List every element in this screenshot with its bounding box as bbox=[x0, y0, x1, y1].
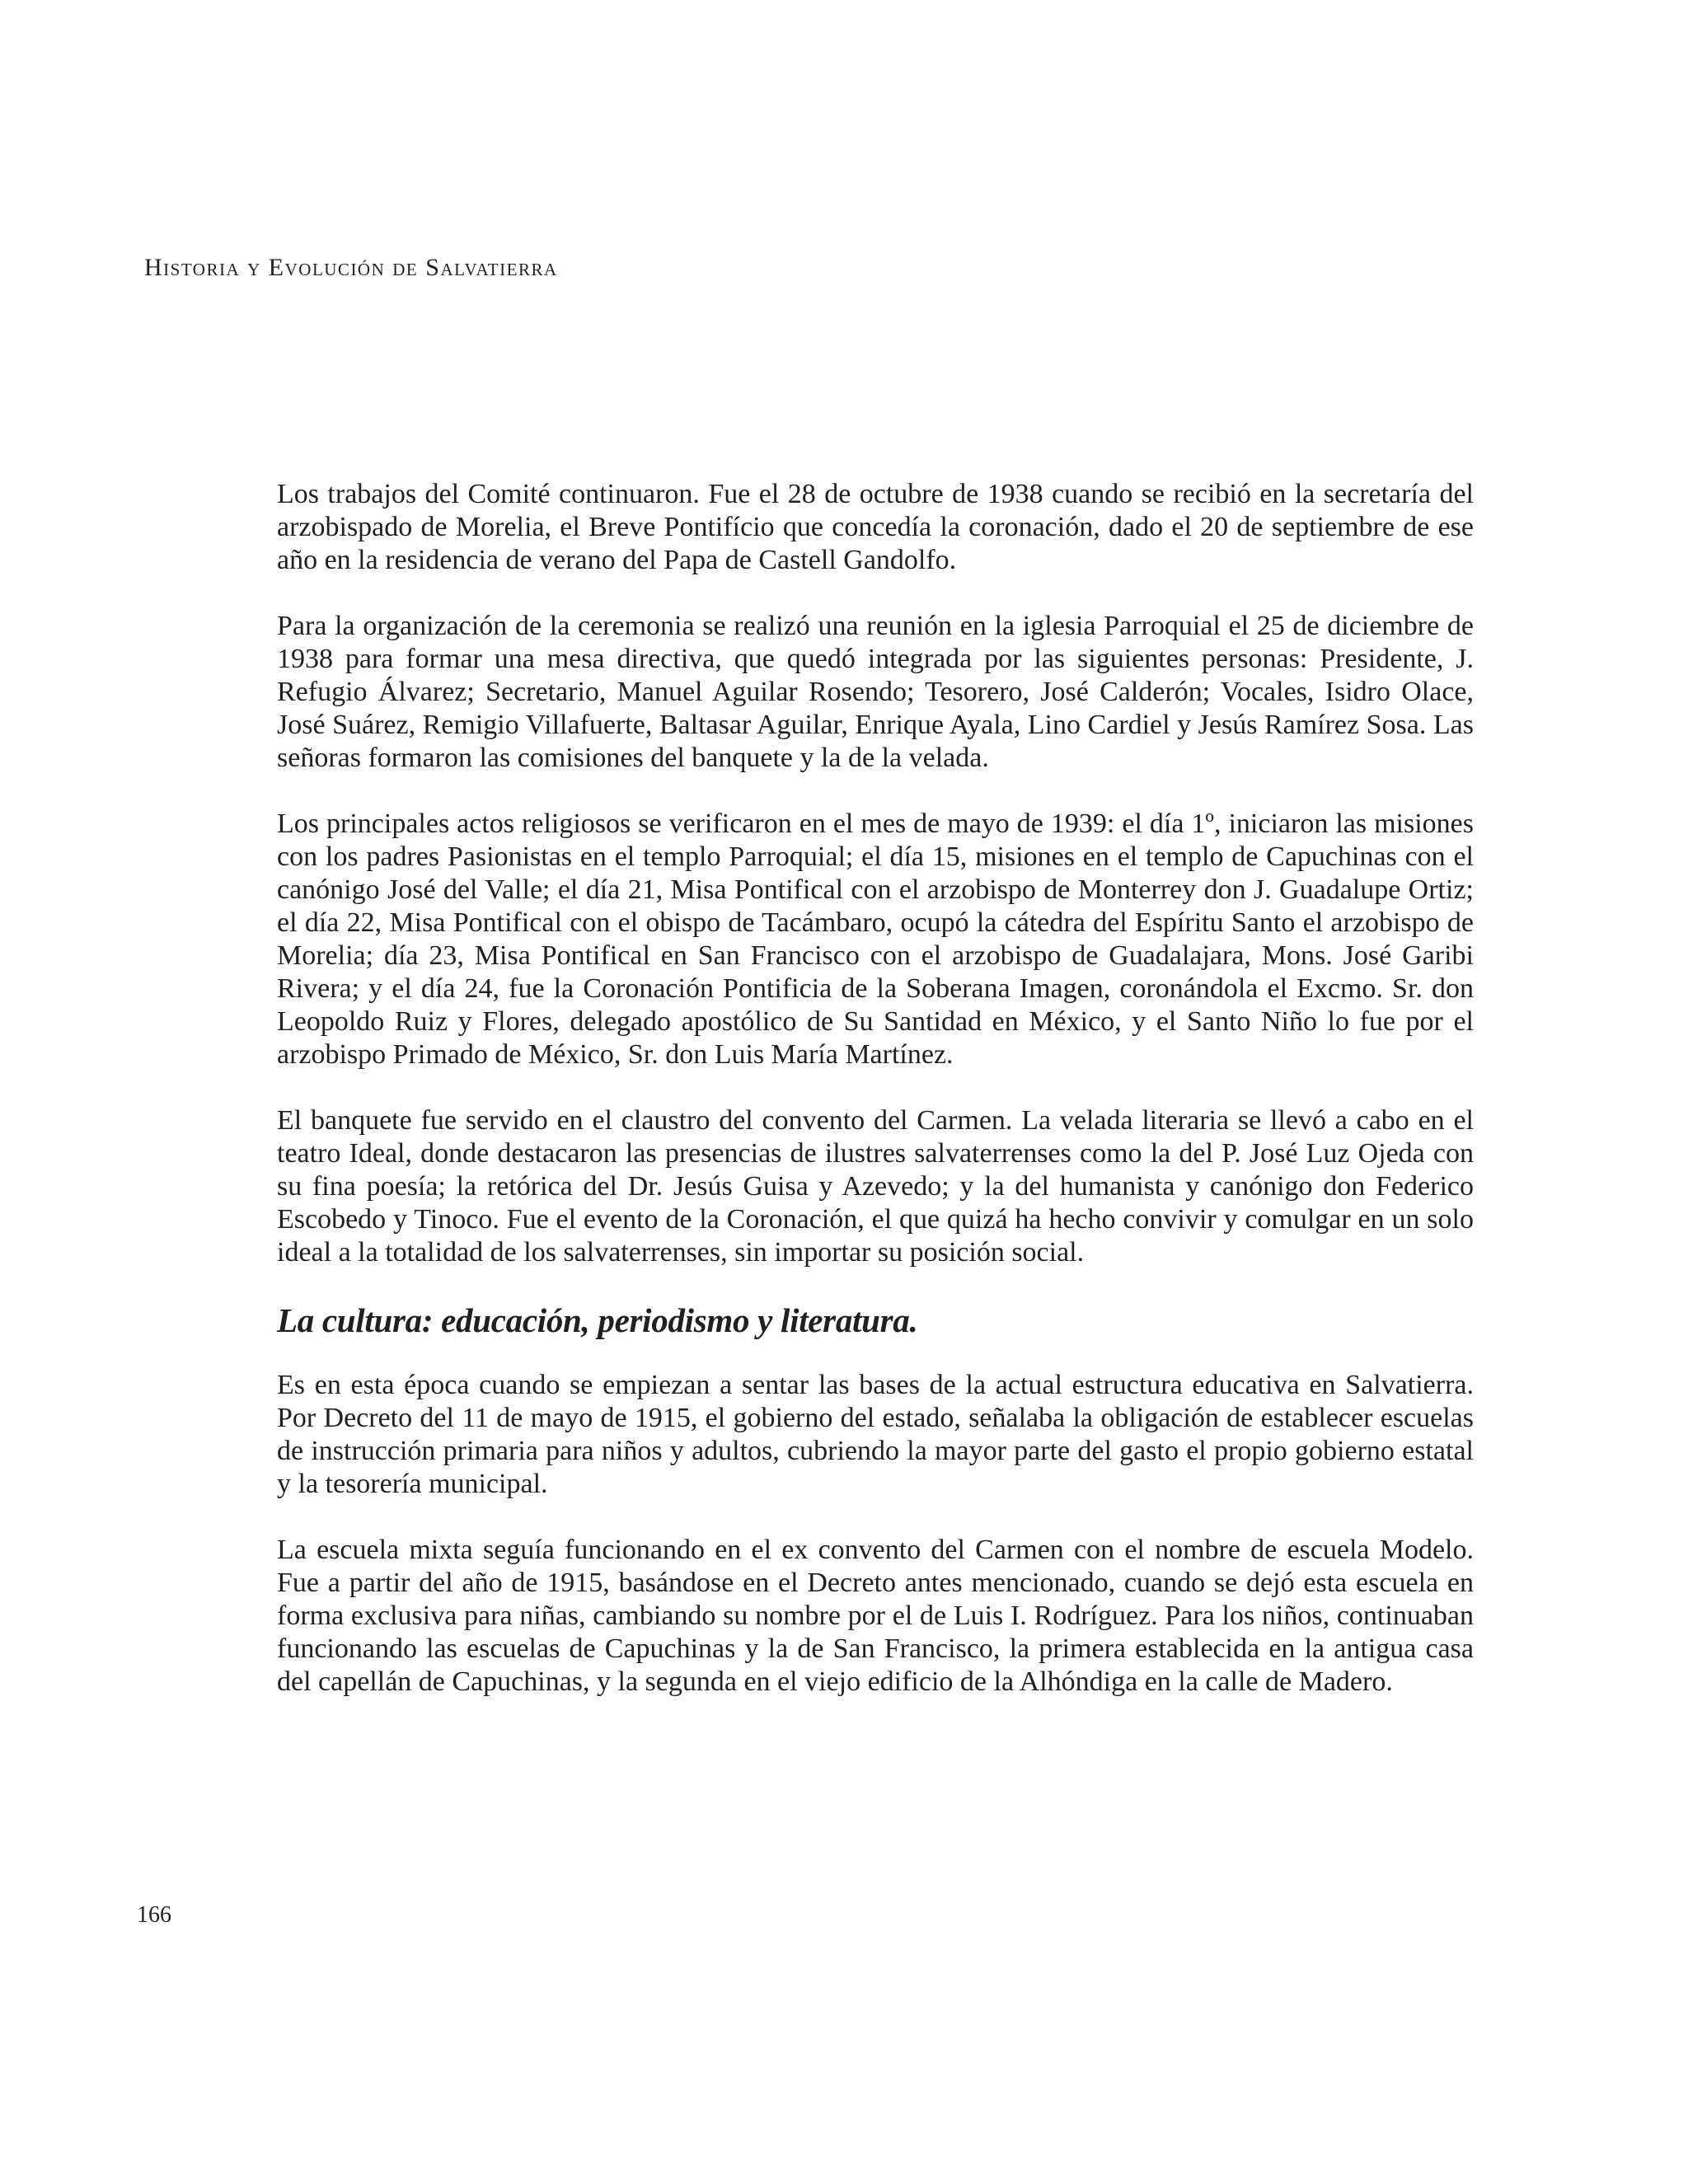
paragraph-bases-educativas: Es en esta época cuando se empiezan a sentar las bases de la actual estructura educativa en Salvatierra. Por Decreto del 11 de mayo de 1915, el gobierno del estado, señalaba la obligación de establecer escuelas de instrucción primaria para niños y adultos, cubriendo la mayor parte del gasto el propio gobierno estatal y la tesorería municipal. bbox=[277, 1370, 1474, 1499]
paragraph-mesa-directiva: Para la organización de la ceremonia se realizó una reunión en la iglesia Parroquial el 25 de diciembre de 1938 para formar una mesa directiva, que quedó integrada por las siguientes personas: Presidente, J. Refugio Álvarez; Secretario, Manuel Aguilar Rosendo; Tesorero, José Calderón; Vocales, Isidro Olace, José Suárez, Remigio Villafuerte, Baltasar Aguilar, Enrique Ayala, Lino Cardiel y Jesús Ramírez Sosa. Las señoras formaron las comisiones del banquete y la de la velada. bbox=[277, 611, 1474, 773]
page-number: 166 bbox=[137, 1902, 171, 1928]
paragraph-escuela-mixta: La escuela mixta seguía funcionando en el ex convento del Carmen con el nombre de escuela Modelo. Fue a partir del año de 1915, basándose en el Decreto antes mencionado, cuando se dejó esta escuela en forma exclusiva para niñas, cambiando su nombre por el de Luis I. Rodríguez. Para los niños, continuaban funcionando las escuelas de Capuchinas y la de San Francisco, la primera establecida en la antigua casa del capellán de Capuchinas, y la segunda en el viejo edificio de la Alhóndiga en la calle de Madero. bbox=[277, 1535, 1474, 1697]
running-header: Historia y Evolución de Salvatierra bbox=[144, 254, 558, 281]
paragraph-banquete-velada: El banquete fue servido en el claustro del convento del Carmen. La velada literaria se llevó a cabo en el teatro Ideal, donde destacaron las presencias de ilustres salvaterrenses como la del P. José Luz Ojeda con su fina poesía; la retórica del Dr. Jesús Guisa y Azevedo; y la del humanista y canónigo don Federico Escobedo y Tinoco. Fue el evento de la Coronación, el que quizá ha hecho convivir y comulgar en un solo ideal a la totalidad de los salvaterrenses, sin importar su posición social. bbox=[277, 1105, 1474, 1268]
body-text bbox=[277, 478, 1474, 1732]
paragraph-comite-trabajos: Los trabajos del Comité continuaron. Fue el 28 de octubre de 1938 cuando se recibió en la secretaría del arzobispado de Morelia, el Breve Pontifício que concedía la coronación, dado el 20 de septiembre de ese año en la residencia de verano del Papa de Castell Gandolfo. bbox=[277, 479, 1474, 575]
paragraph-actos-religiosos: Los principales actos religiosos se verificaron en el mes de mayo de 1939: el día 1º, iniciaron las misiones con los padres Pasionistas en el templo Parroquial; el día 15, misiones en el templo de Capuchinas con el canónigo José del Valle; el día 21, Misa Pontifical con el arzobispo de Monterrey don J. Guadalupe Ortiz; el día 22, Misa Pontifical con el obispo de Tacámbaro, ocupó la cátedra del Espíritu Santo el arzobispo de Morelia; día 23, Misa Pontifical en San Francisco con el arzobispo de Guadalajara, Mons. José Garibi Rivera; y el día 24, fue la Coronación Pontificia de la Soberana Imagen, coronándola el Excmo. Sr. don Leopoldo Ruiz y Flores, delegado apostólico de Su Santidad en México, y el Santo Niño lo fue por el arzobispo Primado de México, Sr. don Luis María Martínez. bbox=[277, 808, 1474, 1070]
section-heading: La cultura: educación, periodismo y literatura. bbox=[277, 1301, 918, 1339]
